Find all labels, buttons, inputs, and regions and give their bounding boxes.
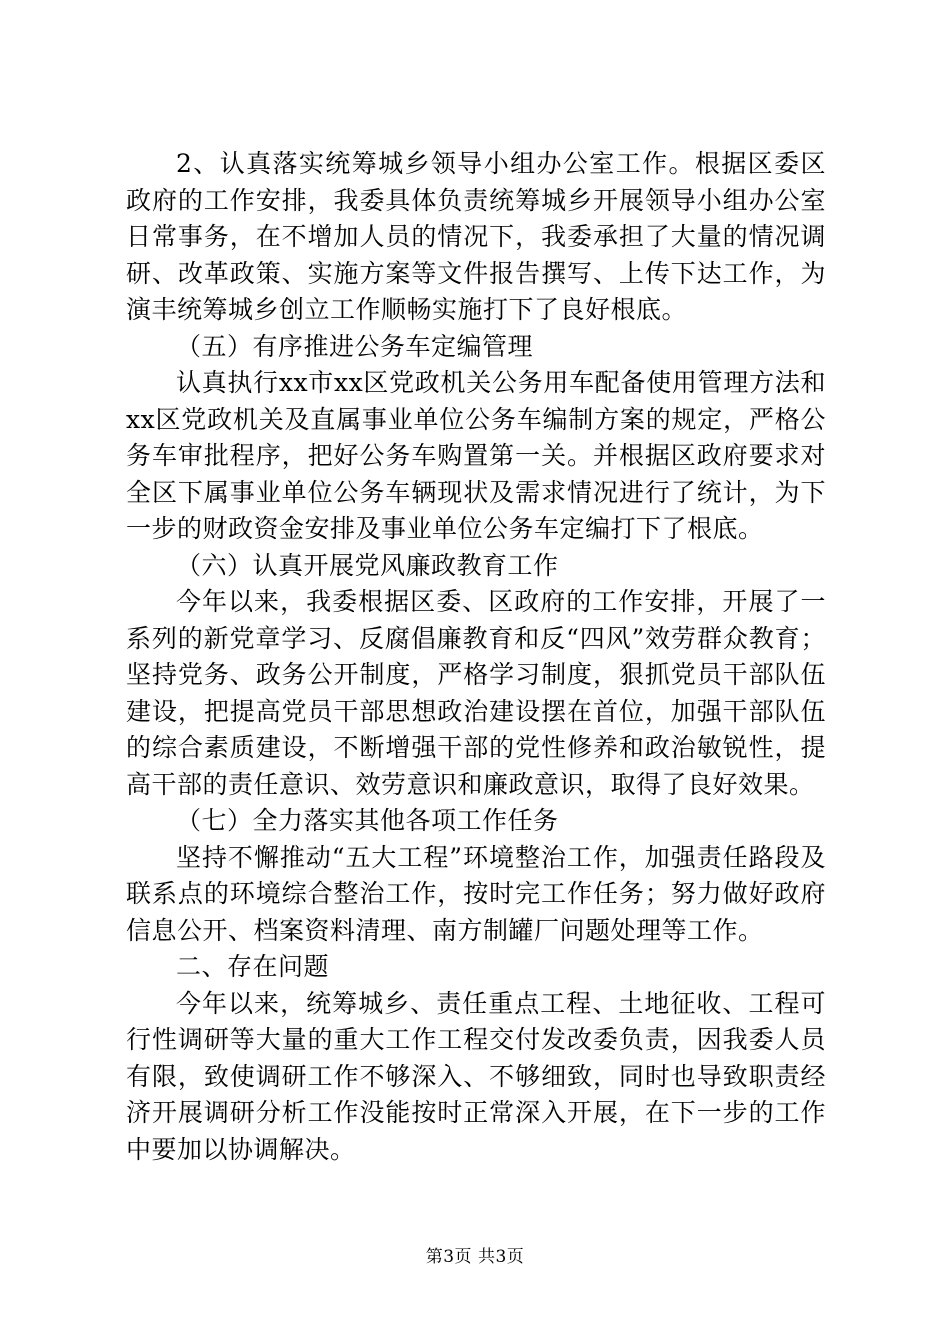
paragraph-other-tasks: 坚持不懈推动“五大工程”环境整治工作，加强责任路段及联系点的环境综合整治工作，按时完工作任务；努力做好政府信息公开、档案资料清理、南方制罐厂问题处理等工作。 (126, 842, 826, 945)
heading-other-tasks: （七）全力落实其他各项工作任务 (176, 806, 559, 835)
paragraph-coordination-office: 2、认真落实统筹城乡领导小组办公室工作。根据区委区政府的工作安排，我委具体负责统筹城乡开展领导小组办公室日常事务，在不增加人员的情况下，我委承担了大量的情况调研、改革政策、实施方案等文件报告撰写、上传下达工作，为演丰统筹城乡创立工作顺畅实施打下了良好根底。 (126, 149, 826, 324)
paragraph-official-vehicles: 认真执行xx市xx区党政机关公务用车配备使用管理方法和xx区党政机关及直属事业单位公务车编制方案的规定，严格公务车审批程序，把好公务车购置第一关。并根据区政府要求对全区下属事业单位公务车辆现状及需求情况进行了统计，为下一步的财政资金安排及事业单位公务车定编打下了根底。 (126, 368, 826, 543)
page-number-footer: 第3页 共3页 (425, 1247, 525, 1267)
heading-existing-problems: 二、存在问题 (176, 952, 330, 981)
paragraph-integrity-education: 今年以来，我委根据区委、区政府的工作安排，开展了一系列的新党章学习、反腐倡廉教育和反“四风”效劳群众教育；坚持党务、政务公开制度，严格学习制度，狠抓党员干部队伍建设，把提高党员干部思想政治建设摆在首位，加强干部队伍的综合素质建设，不断增强干部的党性修养和政治敏锐性，提高干部的责任意识、效劳意识和廉政意识，取得了良好效果。 (126, 587, 826, 799)
heading-official-vehicles: （五）有序推进公务车定编管理 (176, 331, 534, 361)
document-body (126, 146, 826, 1168)
heading-integrity-education: （六）认真开展党风廉政教育工作 (176, 550, 559, 580)
paragraph-existing-problems: 今年以来，统筹城乡、责任重点工程、土地征收、工程可行性调研等大量的重大工作工程交付发改委负责，因我委人员有限，致使调研工作不够深入、不够细致，同时也导致职责经济开展调研分析工作没能按时正常深入开展，在下一步的工作中要加以协调解决。 (126, 988, 826, 1164)
